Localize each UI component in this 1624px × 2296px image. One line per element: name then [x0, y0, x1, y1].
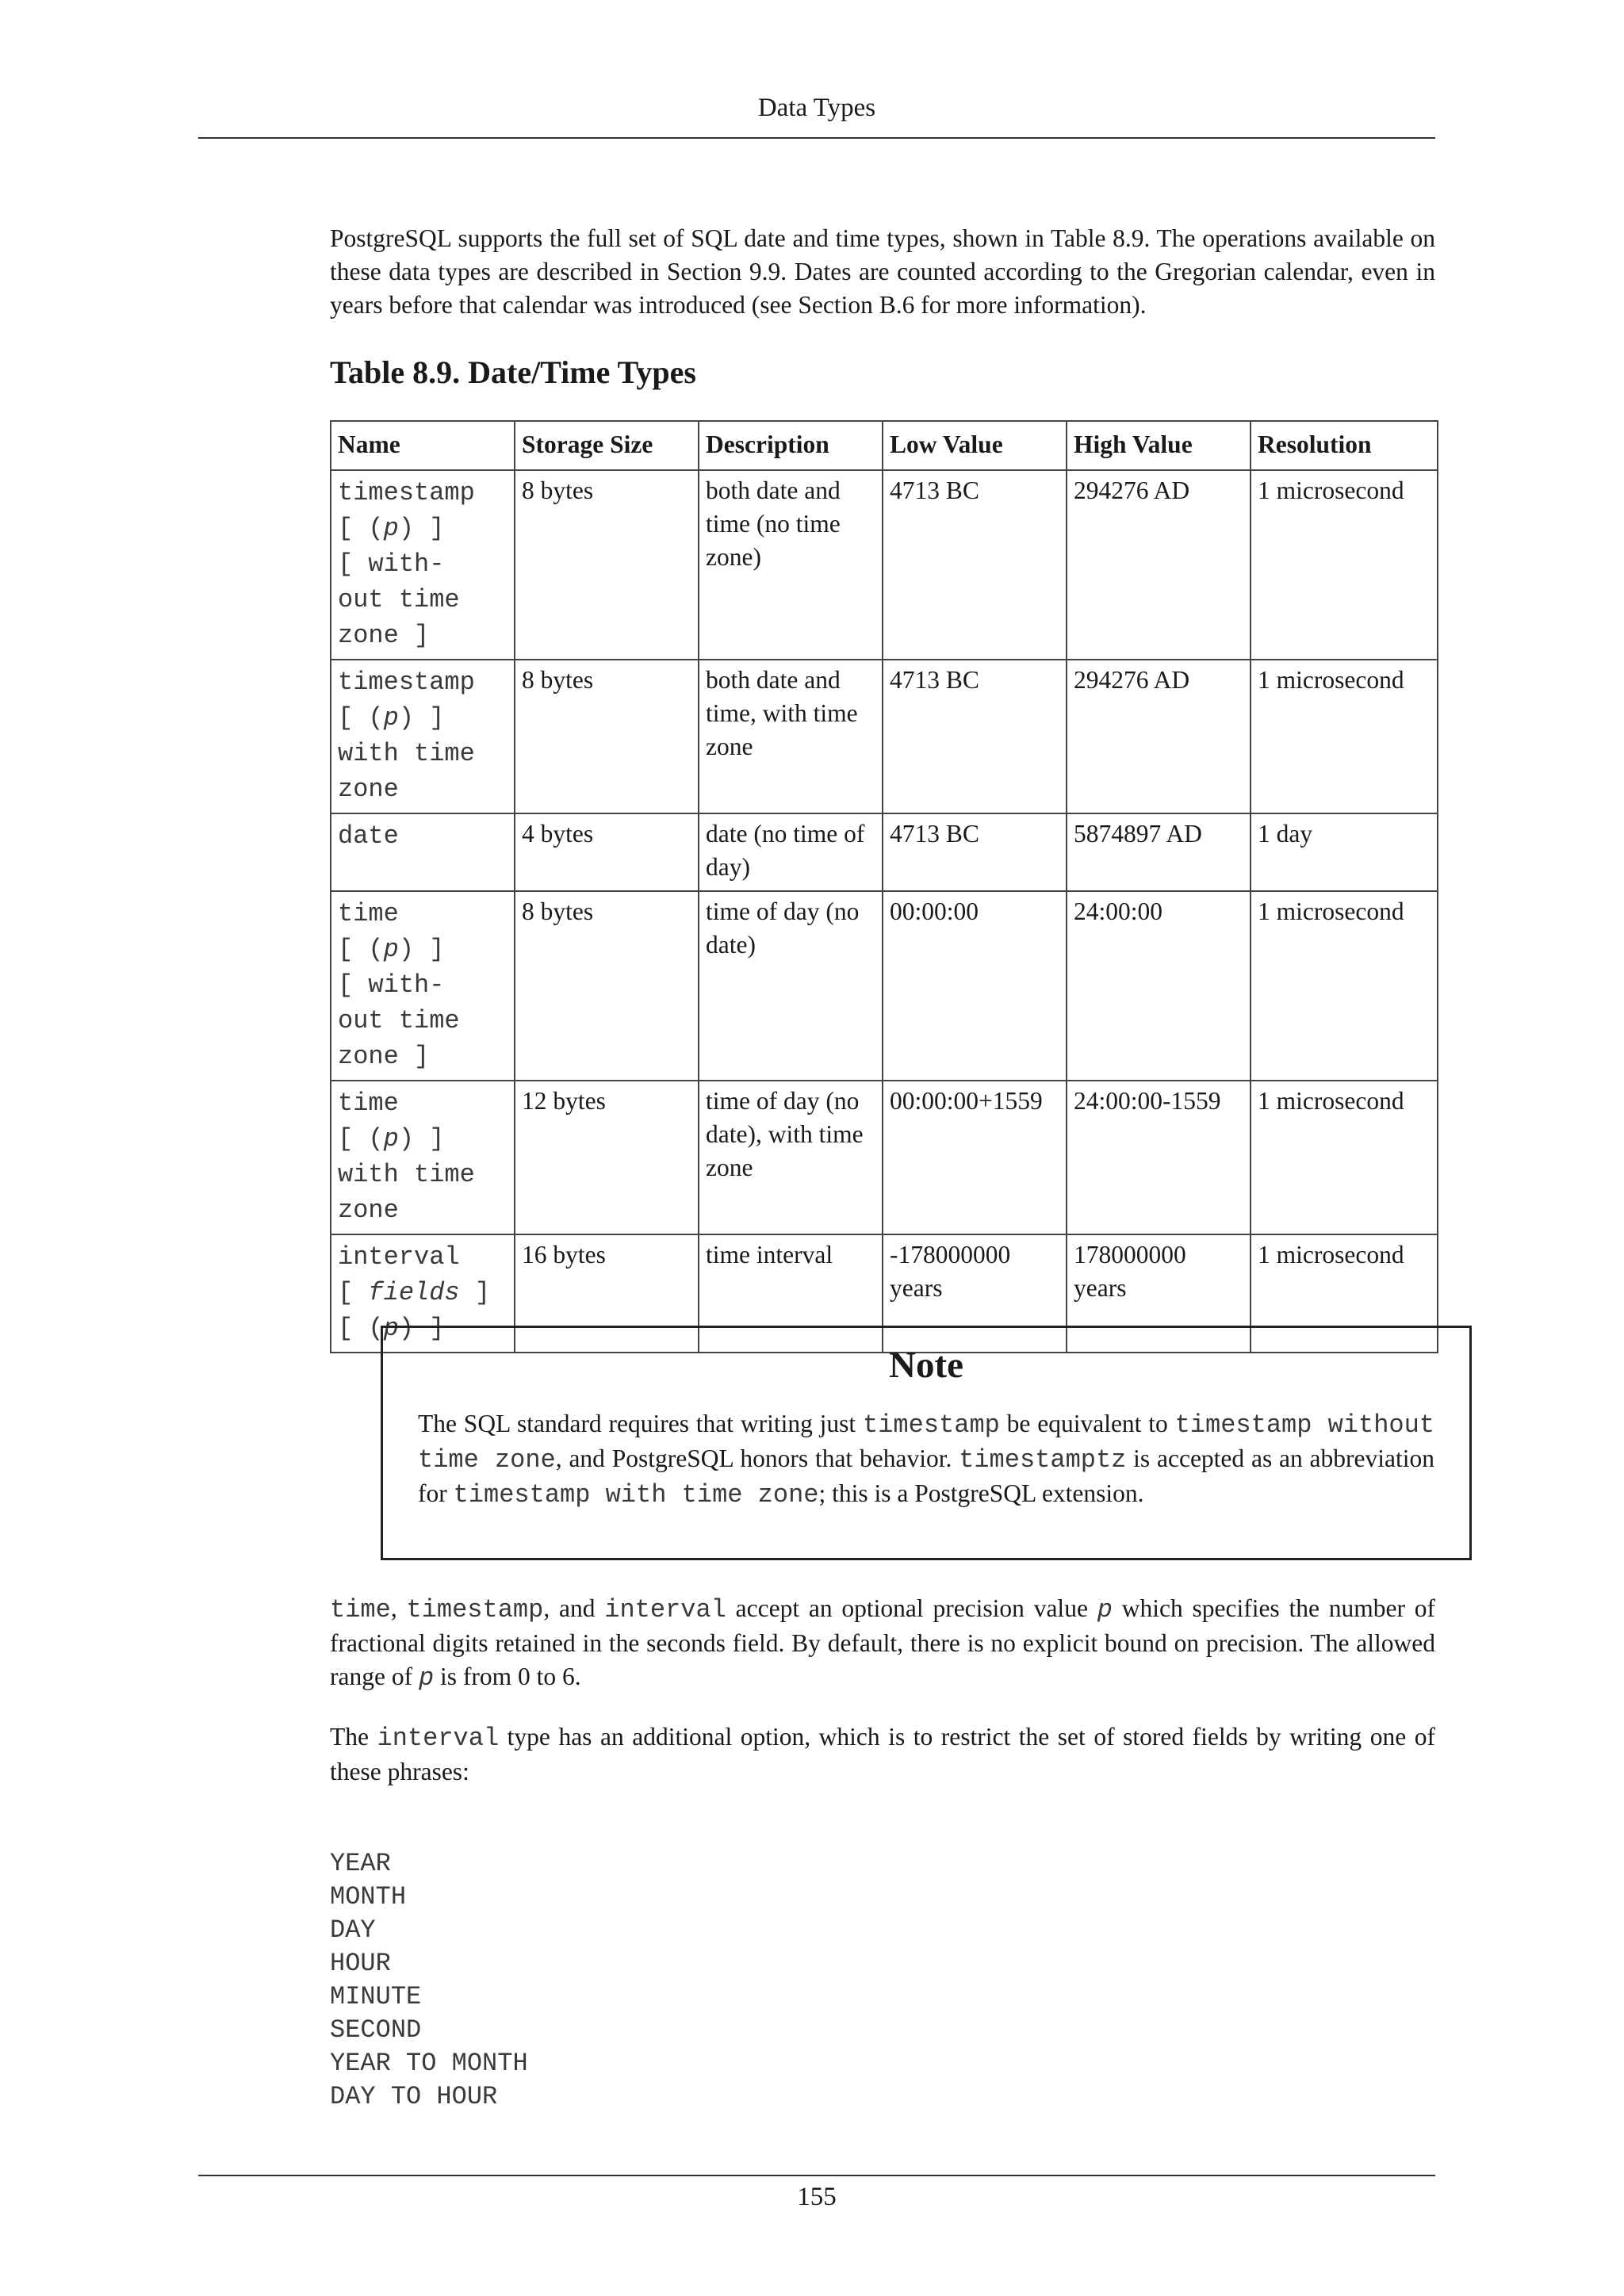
storage-size-cell: 8 bytes	[515, 891, 699, 1081]
storage-size-cell: 12 bytes	[515, 1081, 699, 1234]
code-line: SECOND	[330, 2015, 422, 2045]
resolution-cell: 1 microsecond	[1251, 1081, 1438, 1234]
column-header-high-value: High Value	[1067, 421, 1251, 470]
type-name: timestamp [ (p) ] with time zone	[338, 668, 475, 804]
note-title: Note	[889, 1345, 963, 1386]
low-value-cell: 4713 BC	[883, 660, 1067, 813]
low-value-cell: 4713 BC	[883, 813, 1067, 891]
interval-phrases-code-block	[330, 1847, 1435, 2114]
table-row	[331, 660, 1438, 813]
description-cell: both date and time (no time zone)	[699, 470, 883, 660]
resolution-cell: 1 microsecond	[1251, 891, 1438, 1081]
table-row	[331, 891, 1438, 1081]
description-cell: time of day (no date), with time zone	[699, 1081, 883, 1234]
column-header-resolution: Resolution	[1251, 421, 1438, 470]
type-name-cell	[331, 891, 515, 1081]
resolution-cell: 1 microsecond	[1251, 660, 1438, 813]
table-title: Table 8.9. Date/Time Types	[330, 354, 696, 390]
low-value-cell: 00:00:00+1559	[883, 1081, 1067, 1234]
description-cell: both date and time, with time zone	[699, 660, 883, 813]
date-time-types-table	[330, 420, 1438, 1353]
description-cell: date (no time of day)	[699, 813, 883, 891]
type-name-cell	[331, 1081, 515, 1234]
high-value-cell: 294276 AD	[1067, 470, 1251, 660]
code-timestamp-without-time-zone: timestamp without time zone	[418, 1410, 1434, 1475]
type-name: time [ (p) ] with time zone	[338, 1089, 475, 1225]
code-line: MONTH	[330, 1882, 407, 1911]
type-name: timestamp [ (p) ] [ with- out time zone ]	[338, 478, 475, 650]
description-cell: time interval	[699, 1234, 883, 1353]
type-name: date	[338, 821, 399, 851]
footer-rule	[198, 2175, 1435, 2176]
low-value-cell: 00:00:00	[883, 891, 1067, 1081]
code-line: MINUTE	[330, 1982, 422, 2011]
table-header-row	[331, 421, 1438, 470]
storage-size-cell: 4 bytes	[515, 813, 699, 891]
storage-size-cell: 8 bytes	[515, 660, 699, 813]
note-body: The SQL standard requires that writing just timestamp be equivalent to timestamp without time zone, and PostgreSQL honors that behavior. timestamptz is accepted as an abbreviation for timestamp with time zone; this is a PostgreSQL extension.	[418, 1410, 1434, 1510]
type-name-cell	[331, 813, 515, 891]
header-rule	[198, 137, 1435, 139]
code-timestamp-with-time-zone: timestamp with time zone	[453, 1480, 819, 1510]
page-number: 155	[797, 2183, 837, 2211]
high-value-cell: 5874897 AD	[1067, 813, 1251, 891]
low-value-cell: -178000000 years	[883, 1234, 1067, 1353]
column-header-low-value: Low Value	[883, 421, 1067, 470]
type-name-cell	[331, 470, 515, 660]
note-box	[381, 1326, 1472, 1560]
resolution-cell: 1 day	[1251, 813, 1438, 891]
description-cell: time of day (no date)	[699, 891, 883, 1081]
code-line: YEAR	[330, 1849, 391, 1878]
interval-paragraph: The interval type has an additional option, which is to restrict the set of stored fields by writing one of these phrases:	[330, 1723, 1435, 1785]
column-header-description: Description	[699, 421, 883, 470]
high-value-cell: 24:00:00-1559	[1067, 1081, 1251, 1234]
precision-paragraph: time, timestamp, and interval accept an optional precision value p which specifies the number of fractional digits retained in the seconds field. By default, there is no explicit bound on precision. The allowed range of p is from 0 to 6.	[330, 1594, 1436, 1693]
code-timestamptz: timestamptz	[959, 1445, 1127, 1475]
type-name-cell	[331, 660, 515, 813]
code-timestamp: timestamp	[863, 1410, 1000, 1440]
code-line: YEAR TO MONTH	[330, 2049, 528, 2078]
column-header-name: Name	[331, 421, 515, 470]
code-line: DAY TO HOUR	[330, 2082, 498, 2111]
column-header-storage-size: Storage Size	[515, 421, 699, 470]
resolution-cell: 1 microsecond	[1251, 470, 1438, 660]
intro-paragraph: PostgreSQL supports the full set of SQL date and time types, shown in Table 8.9. The operations available on these data types are described in Section 9.9. Dates are counted according to the Gregorian calendar, even in years before that calendar was introduced (see Section B.6 for more information).	[330, 224, 1435, 319]
high-value-cell: 294276 AD	[1067, 660, 1251, 813]
type-name: interval [ fields ] [ (p) ]	[338, 1242, 491, 1343]
code-line: HOUR	[330, 1949, 391, 1978]
high-value-cell: 24:00:00	[1067, 891, 1251, 1081]
type-name: time [ (p) ] [ with- out time zone ]	[338, 899, 460, 1071]
table-row	[331, 1081, 1438, 1234]
table-row	[331, 813, 1438, 891]
storage-size-cell: 8 bytes	[515, 470, 699, 660]
resolution-cell: 1 microsecond	[1251, 1234, 1438, 1353]
running-header: Data Types	[757, 94, 876, 122]
code-line: DAY	[330, 1915, 376, 1945]
storage-size-cell: 16 bytes	[515, 1234, 699, 1353]
low-value-cell: 4713 BC	[883, 470, 1067, 660]
table-row	[331, 470, 1438, 660]
high-value-cell: 178000000 years	[1067, 1234, 1251, 1353]
